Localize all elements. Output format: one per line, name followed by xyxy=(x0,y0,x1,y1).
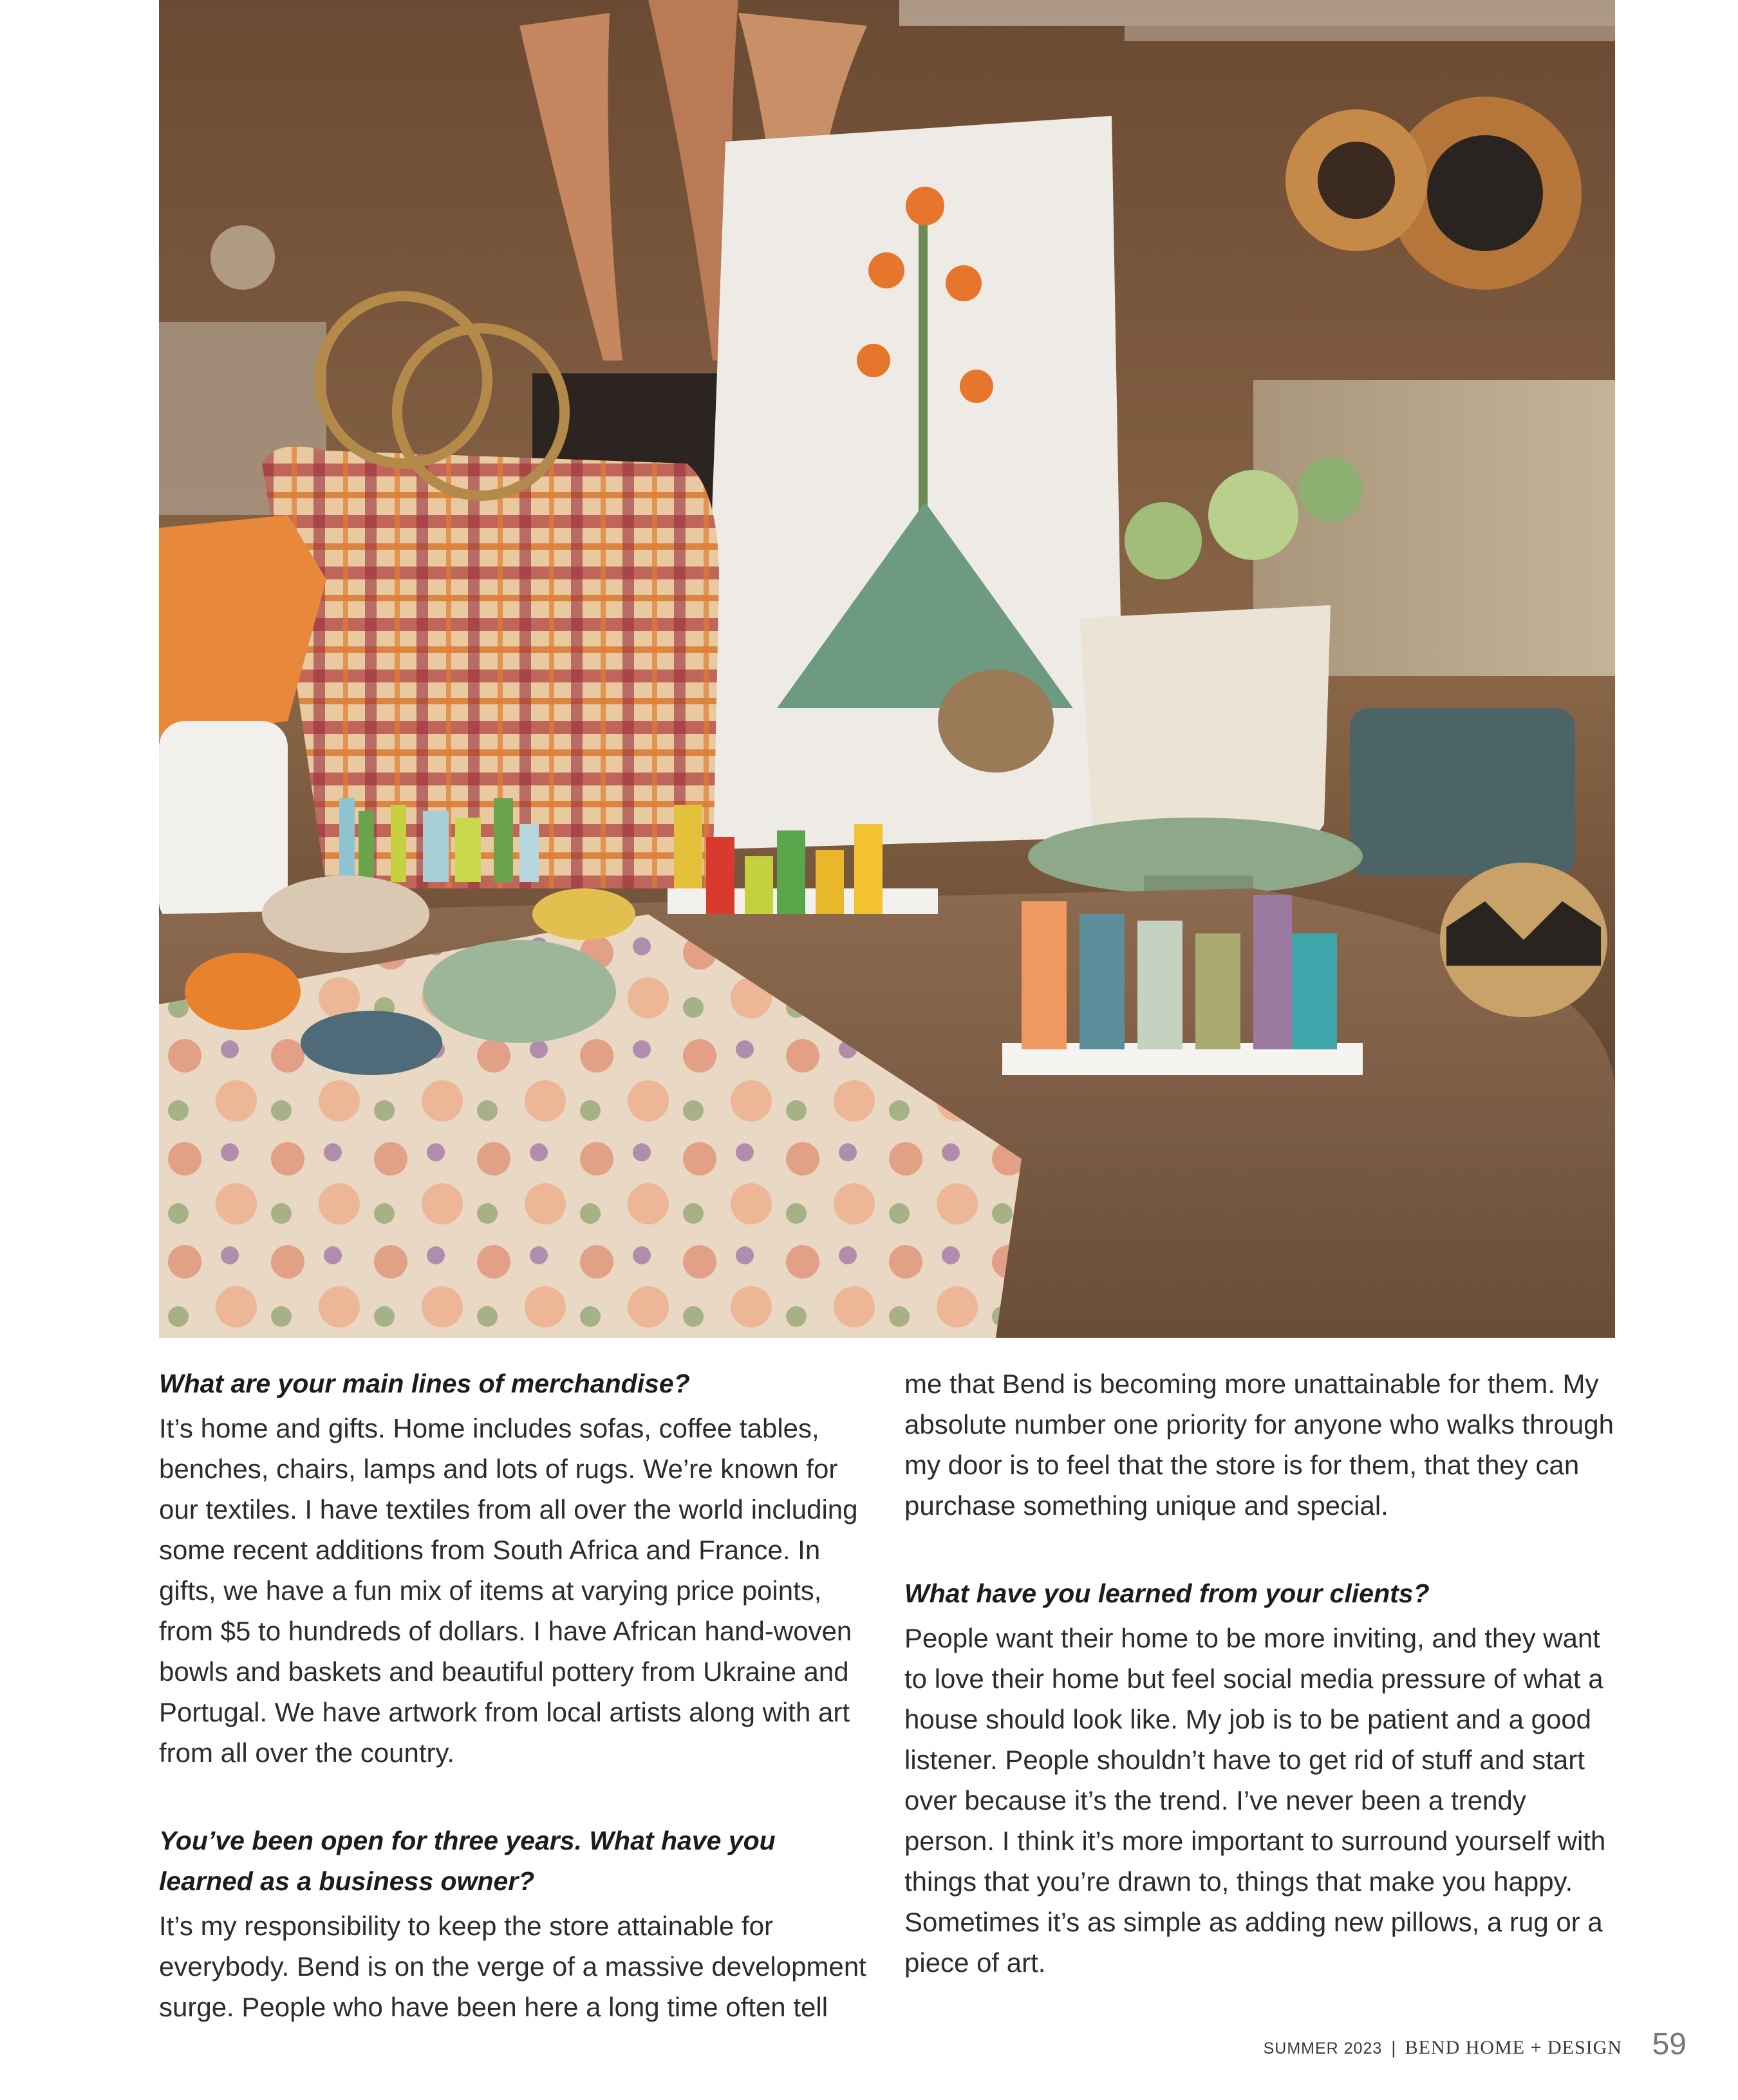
paragraph-spacer xyxy=(904,1526,1619,1573)
page-number: 59 xyxy=(1652,2027,1687,2061)
answer-continuation: me that Bend is becoming more unattainable for them. My absolute number one priority for anyone who walks through my door is to feel that the store is for them, that they can purchase something unique and special. xyxy=(904,1369,1614,1521)
footer-separator: | xyxy=(1391,2038,1396,2058)
question-business-owner: You’ve been open for three years. What have you learned as a business owner? xyxy=(159,1826,776,1896)
page-footer xyxy=(1264,2037,1622,2073)
issue-season: SUMMER 2023 xyxy=(1263,2039,1383,2058)
answer-business-owner: It’s my responsibility to keep the store attainable for everybody. Bend is on the verge of a massive development surge. People who have been here a long time often tell xyxy=(159,1911,866,2022)
article-right-column xyxy=(904,1364,1619,1983)
paragraph-spacer xyxy=(159,1773,874,1821)
answer-clients: People want their home to be more inviting, and they want to love their home but feel social media pressure of what a house should look like. My job is to be patient and a good listener. People shouldn’t have to get rid of stuff and start over because it’s the trend. I’ve never been a trendy person. I think it’s more important to surround yourself with things that you’re drawn to, things that make you happy. Sometimes it’s as simple as adding new pillows, a rug or a piece of art. xyxy=(904,1623,1606,1978)
store-display-photo xyxy=(159,0,1615,1338)
answer-merchandise: It’s home and gifts. Home includes sofas, coffee tables, benches, chairs, lamps and lots of rugs. We’re known for our textiles. I have textiles from all over the world including some recent additions from South Africa and France. In gifts, we have a fun mix of items at varying price points, from $5 to hundreds of dollars. I have African hand-woven bowls and baskets and beautiful pottery from Ukraine and Portugal. We have artwork from local artists along with art from all over the country. xyxy=(159,1413,858,1768)
article-left-column xyxy=(159,1364,874,2027)
question-merchandise: What are your main lines of merchandise? xyxy=(159,1369,690,1398)
photo-illustration xyxy=(159,0,1615,1338)
magazine-name: BEND HOME + DESIGN xyxy=(1405,2037,1622,2058)
question-clients: What have you learned from your clients? xyxy=(904,1579,1430,1608)
